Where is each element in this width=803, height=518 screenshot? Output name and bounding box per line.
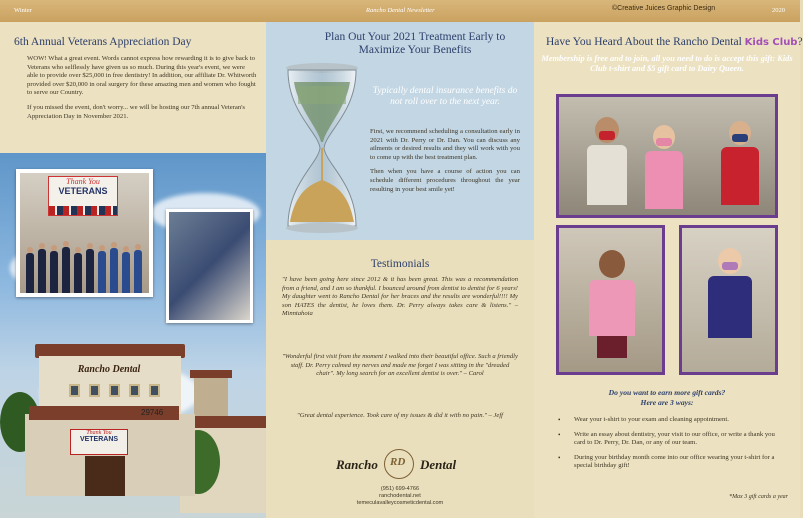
logo-word-rancho: Rancho — [336, 457, 378, 472]
kids-club-highlight: Kids Club — [744, 37, 798, 48]
kid-photo-girl — [556, 225, 665, 375]
entrance-veterans-text: VETERANS — [79, 436, 119, 443]
kids-title-suffix: ? — [797, 36, 803, 48]
logo-word-dental: Dental — [420, 457, 457, 472]
plan-paragraph-1: First, we recommend scheduling a consultation early in 2021 with Dr. Perry or Dr. Dan. You can discuss any ailments or desired results and they will work with you to come up with the best treatment plan. — [370, 128, 520, 161]
membership-text: Membership is free and to join, all you need to do is accept this gift: Kids Club t-shirt and $5 gift card to Dairy Queen. — [541, 54, 793, 73]
earn-more-heading — [534, 388, 800, 408]
plan-subtitle: Typically dental insurance benefits do not roll over to the next year. — [372, 86, 518, 107]
veterans-panel — [0, 22, 266, 518]
entrance-banner — [70, 429, 128, 455]
ways-list-item: • Wear your t-shirt to your exam and cleaning appointment. — [558, 416, 788, 425]
contact-phone: (951) 699-4766 — [380, 486, 420, 492]
veterans-paragraph-1: WOW! What a great event. Words cannot express how rewarding it is to give back to Veterans who selflessly have given us so much. During this year's event, we were able to provide over $25,000 in free dentistry! In addition, our affiliate Dr. Whitworth provided over $20,000 in oral surgery for these amazing men and women who fought to serve our Country. — [27, 55, 257, 97]
header-bar — [0, 0, 800, 22]
hourglass-icon — [284, 62, 360, 234]
kid-photo-boy — [679, 225, 778, 375]
contact-block — [266, 486, 534, 507]
testimonial-2: "Wonderful first visit from the moment I walked into their beautiful office. Such a friendly staff. Dr. Perry calmed my nerves and made me forget I was sitting in the "dreaded chair". My long search for an excellent dentist is over." – Carol — [282, 353, 518, 378]
kids-club-title — [546, 36, 803, 48]
testimonial-1: "I have been going here since 2012 & it has been great. This was a recommendation from a friend, and I am so thankful. I bounced around from dentist to dentist for 6 years! My daughter went to Rancho Dental for her braces and the results are wonderful!!!! My son HATES the dentist, he loves them. Dr. Perry always takes care & listens." – Minntahoia — [282, 276, 518, 318]
copyright: ©Creative Juices Graphic Design — [612, 5, 716, 12]
plan-section — [266, 22, 534, 240]
thank-you-banner — [48, 176, 118, 216]
season-label: Winter — [14, 7, 32, 14]
ways-list-item: • Write an essay about dentistry, your visit to our office, or write a thank you card to Dr. Perry, Dr. Dan, or any of our team. — [558, 431, 788, 448]
banner-thank-text: Thank You — [66, 177, 100, 186]
testimonial-3: "Great dental experience. Took care of my issues & did it with no pain." – Jeff — [296, 412, 504, 419]
logo-monogram: RD — [390, 456, 406, 468]
building-sign: Rancho Dental — [77, 364, 141, 375]
earn-line-2: Here are 3 ways: — [640, 398, 694, 407]
ways-list-item: • During your birthday month come into our office wearing your t-shirt for a special birthday gift! — [558, 454, 788, 471]
veterans-group-photo — [16, 169, 153, 297]
rancho-dental-logo — [332, 447, 468, 483]
testimonials-title: Testimonials — [370, 258, 430, 270]
newsletter-title: Rancho Dental Newsletter — [366, 7, 435, 14]
max-gift-note: *Max 3 gift cards a year — [729, 494, 788, 500]
address-number: 29746 — [141, 408, 164, 417]
plan-title: Plan Out Your 2021 Treatment Early to Maximize Your Benefits — [324, 31, 506, 56]
kids-title-prefix: Have You Heard About the Rancho Dental — [546, 36, 742, 48]
entrance-thank-text: Thank You — [86, 430, 112, 436]
veterans-body — [27, 55, 257, 121]
banner-veterans-text: VETERANS — [58, 186, 108, 196]
veterans-paragraph-2: If you missed the event, don't worry... we will be hosting our 7th annual Veteran's Appreciation Day in November 2021. — [27, 103, 246, 120]
ways-list — [558, 416, 788, 477]
plan-panel — [266, 22, 534, 518]
dentist-at-work-photo — [166, 209, 253, 323]
earn-line-1: Do you want to earn more gift cards? — [608, 388, 726, 397]
kids-group-photo — [556, 94, 778, 218]
contact-website[interactable]: ranchodental.net — [379, 493, 421, 499]
contact-website-2[interactable]: temeculavalleycosmeticdental.com — [356, 500, 444, 506]
year-label: 2020 — [772, 7, 785, 14]
front-door — [85, 456, 125, 496]
office-building — [25, 344, 195, 496]
plan-paragraph-2: Then when you have a course of action you can schedule different procedures throughout the year resulting in your best smile yet! — [370, 168, 520, 193]
plan-body — [370, 128, 520, 194]
kids-club-panel — [534, 22, 803, 518]
veterans-title: 6th Annual Veterans Appreciation Day — [14, 36, 192, 48]
